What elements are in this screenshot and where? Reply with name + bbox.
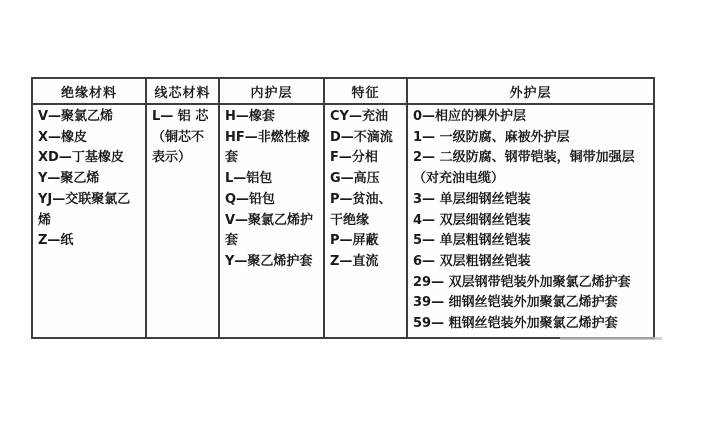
column-header-feature: 特征 — [324, 78, 407, 104]
cell-item: 6— 双层粗钢丝铠装 — [413, 253, 531, 269]
column-cell-insulation-material — [32, 104, 146, 338]
column-cell-conductor-material — [146, 104, 219, 338]
cell-item: P—贫油、干绝缘 — [330, 191, 392, 228]
cell-item: P—屏蔽 — [330, 233, 379, 249]
column-cell-feature — [324, 104, 407, 338]
cell-item: V—聚氯乙烯护套 — [225, 212, 314, 249]
cell-item: 59— 粗钢丝铠装外加聚氯乙烯护套 — [413, 316, 618, 332]
cell-item: F—分相 — [330, 150, 378, 166]
cell-item: 1— 一级防腐、麻被外护层 — [413, 129, 570, 145]
cell-item: 0—相应的裸外护层 — [413, 109, 527, 124]
column-header-insulation-material: 绝缘材料 — [32, 78, 146, 104]
cell-item: Y—聚乙烯 — [38, 171, 100, 187]
cell-item: 29— 双层钢带铠装外加聚氯乙烯护套 — [413, 274, 631, 290]
cell-item: D—不滴流 — [330, 129, 393, 145]
cell-item: L— 铝 芯（铜芯不表示） — [152, 109, 209, 166]
cell-item: L—铝包 — [225, 171, 273, 187]
cell-item: 39— 细钢丝铠装外加聚氯乙烯护套 — [413, 295, 618, 311]
column-header-outer-sheath: 外护层 — [407, 78, 654, 104]
cable-code-table — [31, 77, 655, 339]
cell-item: V—聚氯乙烯 — [38, 109, 114, 124]
cell-item: Y—聚乙烯护套 — [225, 253, 313, 269]
column-cell-outer-sheath — [407, 104, 654, 338]
table-body-row — [32, 104, 654, 338]
cell-item: 4— 双层细钢丝铠装 — [413, 212, 531, 228]
cell-item: G—高压 — [330, 171, 380, 187]
cell-item: Z—纸 — [38, 233, 74, 249]
cell-item: X—橡皮 — [38, 129, 88, 145]
cell-item: YJ—交联聚氯乙烯 — [38, 191, 131, 228]
cell-item: 2— 二级防腐、钢带铠装，铜带加强层（对充油电缆） — [413, 150, 635, 187]
column-header-inner-sheath: 内护层 — [219, 78, 324, 104]
table-header-row — [32, 78, 654, 104]
cell-item: Z—直流 — [330, 253, 379, 269]
scan-shadow-artifact — [560, 337, 662, 340]
column-cell-inner-sheath — [219, 104, 324, 338]
cell-item: H—橡套 — [225, 109, 275, 124]
cell-item: HF—非燃性橡套 — [225, 129, 310, 166]
cell-item: 5— 单层粗钢丝铠装 — [413, 233, 531, 249]
column-header-conductor-material: 线芯材料 — [146, 78, 219, 104]
cell-item: Q—铅包 — [225, 191, 276, 207]
cell-item: CY—充油 — [330, 109, 388, 124]
cable-code-table-wrap — [31, 77, 655, 339]
cell-item: 3— 单层细钢丝铠装 — [413, 191, 531, 207]
cell-item: XD—丁基橡皮 — [38, 150, 124, 166]
